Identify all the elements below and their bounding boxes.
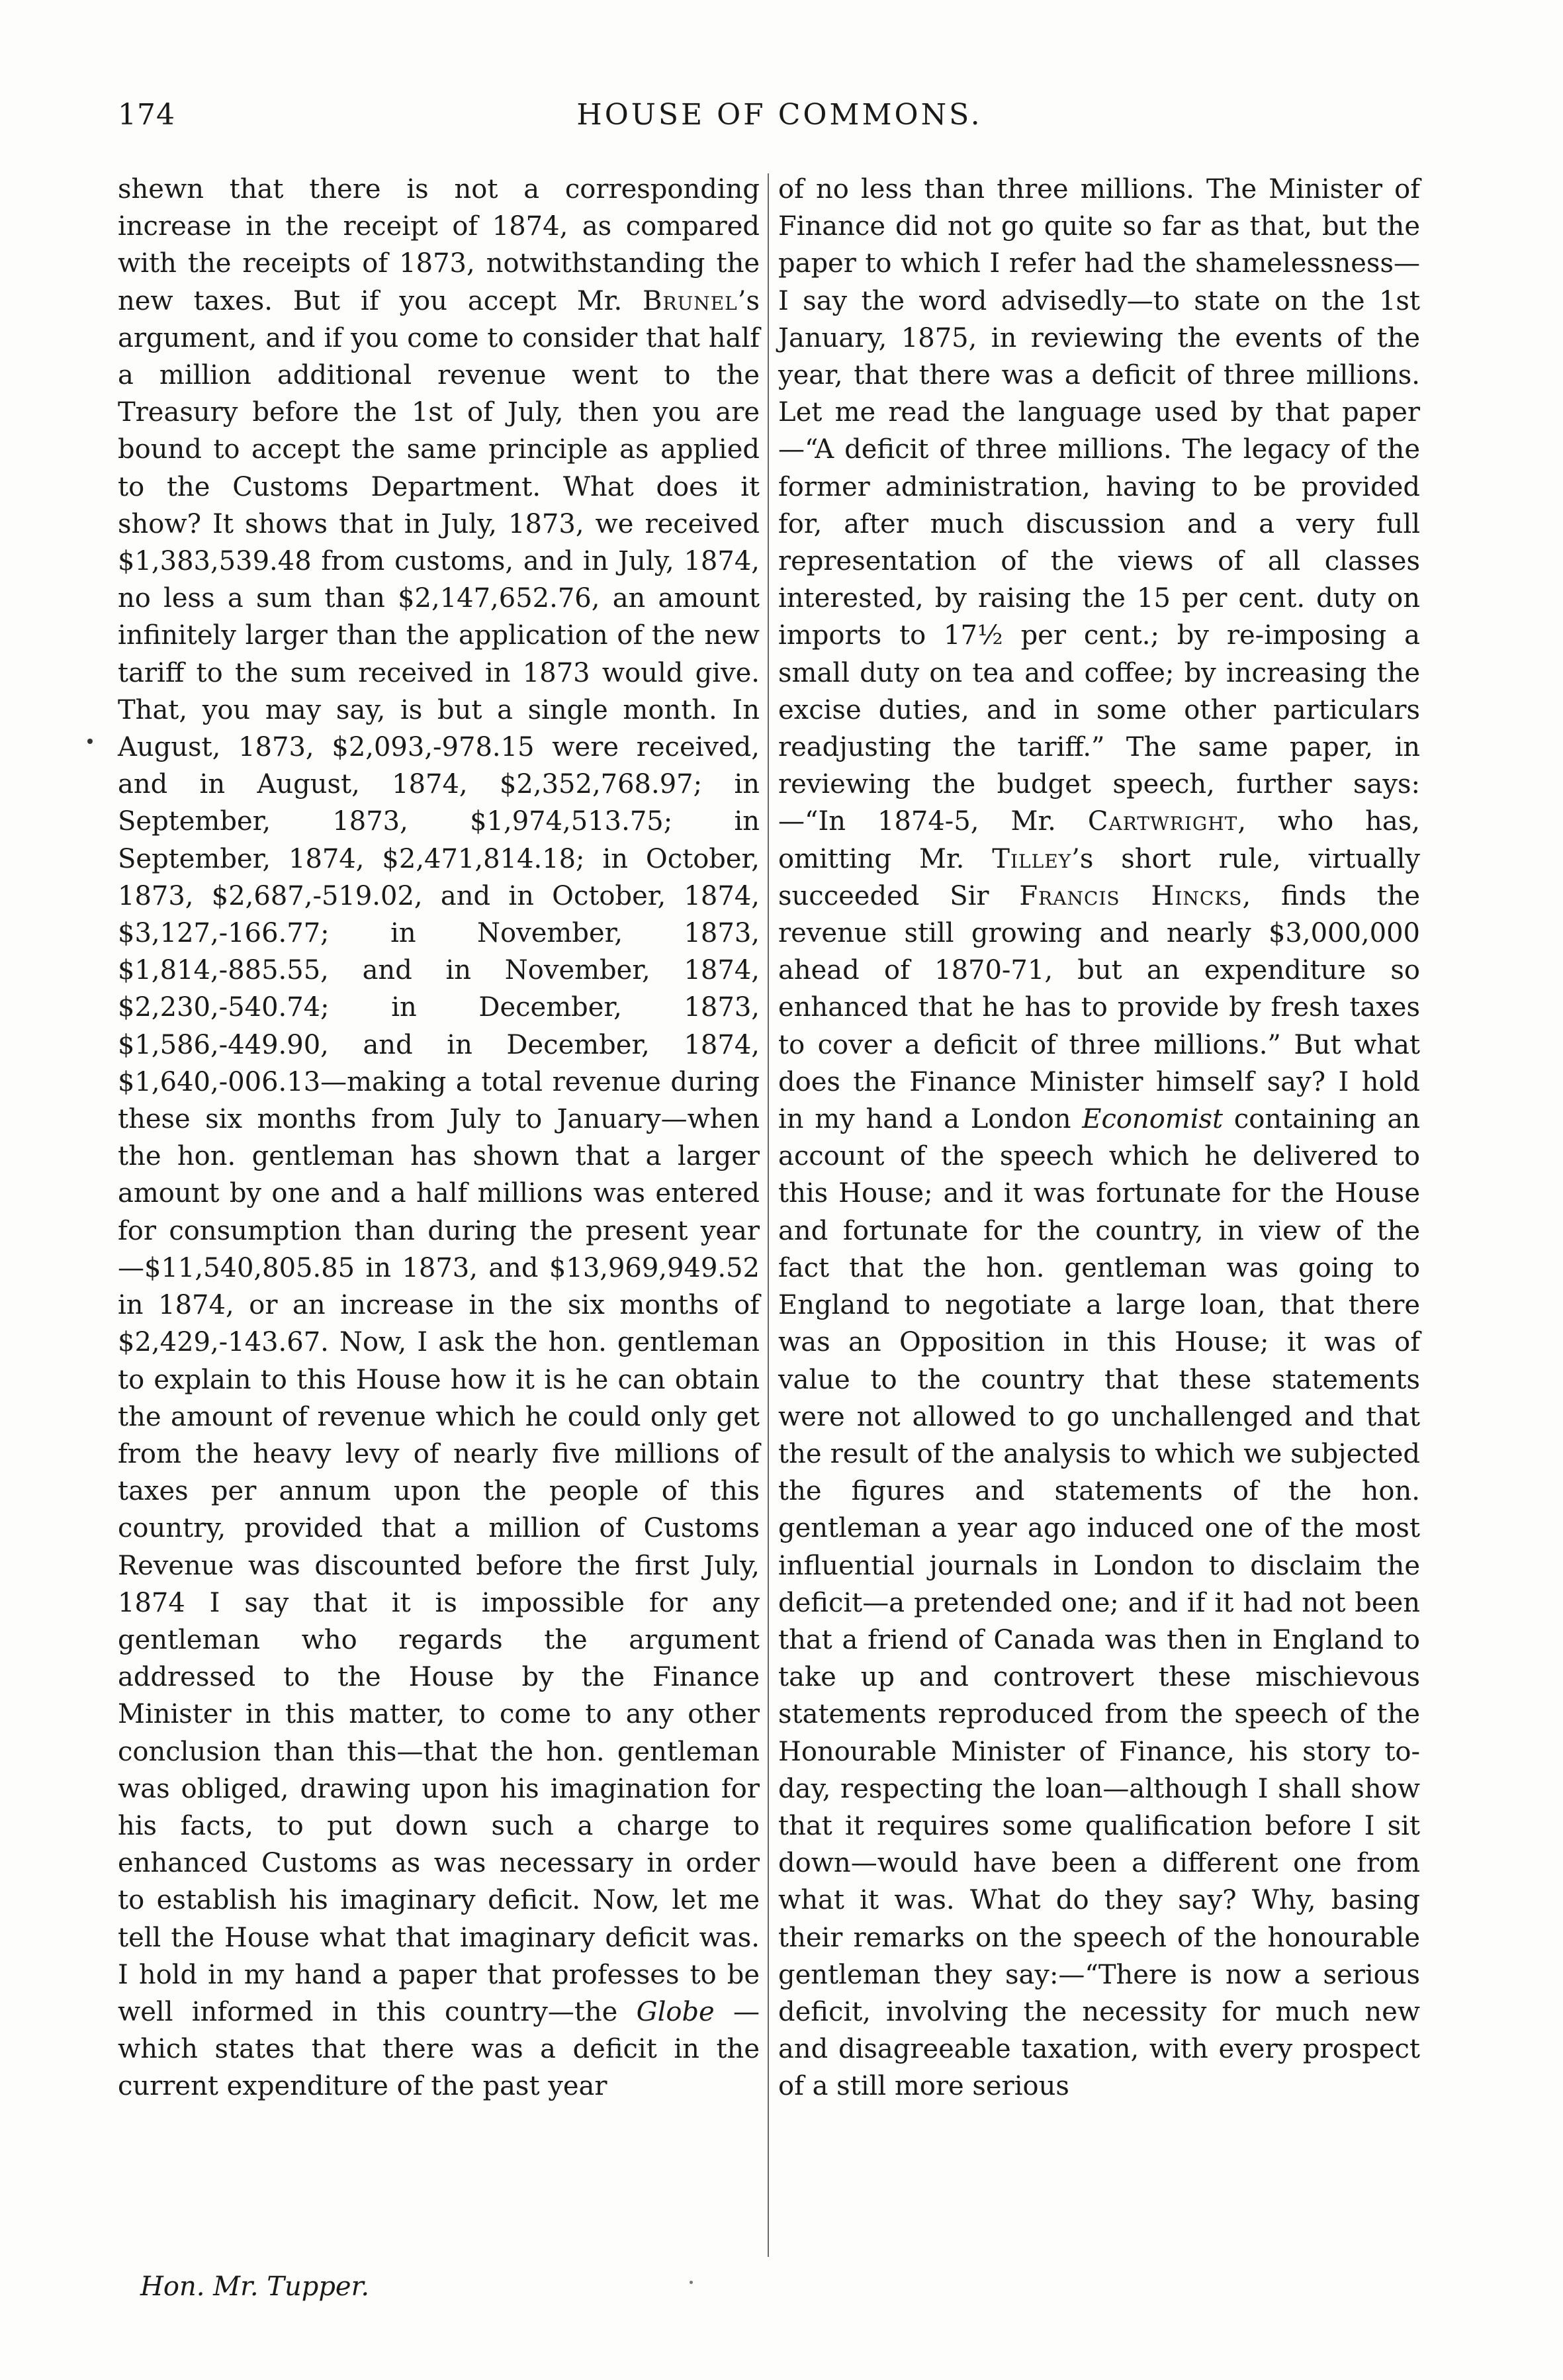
footer-dot-mark [690, 2281, 693, 2284]
left-text-segment: shewn that there is not a corresponding increase in the receipt of 1874, as compared with the receipts of 1873, notwithstanding the new taxes. But if you accept Mr. [118, 174, 760, 316]
right-column-text [778, 171, 1420, 2105]
name-tilley: Tilley [992, 843, 1072, 874]
right-text-segment: ’s short rule, virtually succeeded Sir [778, 843, 1420, 911]
page-header [118, 98, 1441, 138]
left-text-segment: ’s argument, and if you come to consider that half a million additional revenue went to the Treasury before the 1st of July, then you are bound to accept the same principle as applied to the Customs Department. What does it show? It shows that in July, 1873, we received $1,383,539.48 from customs, and in July, 1874, no less a sum than $2,147,652.76, an amount infinitely larger than the application of the new tariff to the sum received in 1873 would give. That, you may say, is but a single month. In August, 1873, $2,093,-978.15 were received, and in August, 1874, $2,352,768.97; in September, 1873, $1,974,513.75; in September, 1874, $2,471,814.18; in October, 1873, $2,687,-519.02, and in October, 1874, $3,127,-166.77; in November, 1873, $1,814,-885.55, and in November, 1874, $2,230,-540.74; in December, 1873, $1,586,-449.90, and in December, 1874, $1,640,-006.13—making a total revenue during these six months from July to January—when the hon. gentleman has shown that a larger amount by one and a half millions was entered for consumption than during the present year—$11,540,805.85 in 1873, and $13,969,949.52 in 1874, or an increase in the six months of $2,429,-143.67. Now, I ask the hon. gentleman to explain to this House how it is he can obtain the amount of revenue which he could only get from the heavy levy of nearly five millions of taxes per annum upon the people of this country, provided that a million of Customs Revenue was discounted before the first July, 1874 I say that it is impossible for any gentleman who regards the argument addressed to the House by the Finance Minister in this matter, to come to any other conclusion than this—that the hon. gentleman was obliged, drawing upon his imagination for his facts, to put down such a charge to enhanced Customs as was necessary in order to establish his imaginary deficit. Now, let me tell the House what that imaginary deficit was. I hold in my hand a paper that professes to be well informed in this country—the [118, 285, 760, 2027]
right-text-segment: containing an account of the speech which he delivered to this House; and it was fortunate for the House and fortunate for the country, in view of the fact that the hon. gentleman was going to England to negotiate a large loan, that there was an Opposition in this House; it was of value to the country that these statements were not allowed to go unchallenged and that the result of the analysis to which we subjected the figures and statements of the hon. gentleman a year ago induced one of the most influential journals in London to disclaim the deficit—a pretended one; and if it had not been that a friend of Canada was then in England to take up and controvert these mischievous statements reproduced from the speech of the Honourable Minister of Finance, his story to-day, respecting the loan—although I shall show that it requires some qualification before I sit down—would have been a different one from what it was. What do they say? Why, basing their remarks on the speech of the honourable gentleman they say:—“There is now a serious deficit, involving the necessity for much new and disagreeable taxation, with every prospect of a still more serious [778, 1104, 1420, 2102]
name-cartwright: Cartwright [1087, 806, 1238, 837]
right-text-segment: of no less than three millions. The Minister of Finance did not go quite so far as that, but the paper to which I refer had the shamelessness—I say the word advisedly—to state on the 1st January, 1875, in reviewing the events of the year, that there was a deficit of three millions. Let me read the language used by that paper—“A deficit of three millions. The legacy of the former administration, having to be provided for, after much discussion and a very full representation of the views of all classes interested, by raising the 15 per cent. duty on imports to 17½ per cent.; by re-imposing a small duty on tea and coffee; by increasing the excise duties, and in some other particulars readjusting the tariff.” The same paper, in reviewing the budget speech, further says:—“In 1874-5, Mr. [778, 174, 1420, 837]
right-text-segment: , finds the revenue still growing and nearly $3,000,000 ahead of 1870-71, but an expenditure so enhanced that he has to provide by fresh taxes to cover a deficit of three millions.” But what does the Finance Minister himself say? I hold in my hand a London [778, 880, 1420, 1135]
margin-dot-mark [87, 739, 93, 744]
speaker-footer: Hon. Mr. Tupper. [140, 2271, 370, 2302]
left-text-segment: —which states that there was a deficit in the current expenditure of the past year [118, 1996, 760, 2102]
left-column-text [118, 171, 760, 2105]
name-brunel: Brunel [643, 285, 738, 316]
right-text-segment: , who has, omitting Mr. [778, 806, 1420, 874]
column-divider [768, 173, 769, 2257]
right-column [778, 171, 1420, 2105]
page-number: 174 [118, 98, 175, 132]
newspaper-title-globe: Globe [636, 1996, 715, 2027]
running-title: HOUSE OF COMMONS. [576, 98, 983, 132]
left-column [118, 171, 760, 2105]
newspaper-title-economist: Economist [1082, 1104, 1224, 1135]
name-francis-hincks: Francis Hincks [1019, 880, 1243, 911]
